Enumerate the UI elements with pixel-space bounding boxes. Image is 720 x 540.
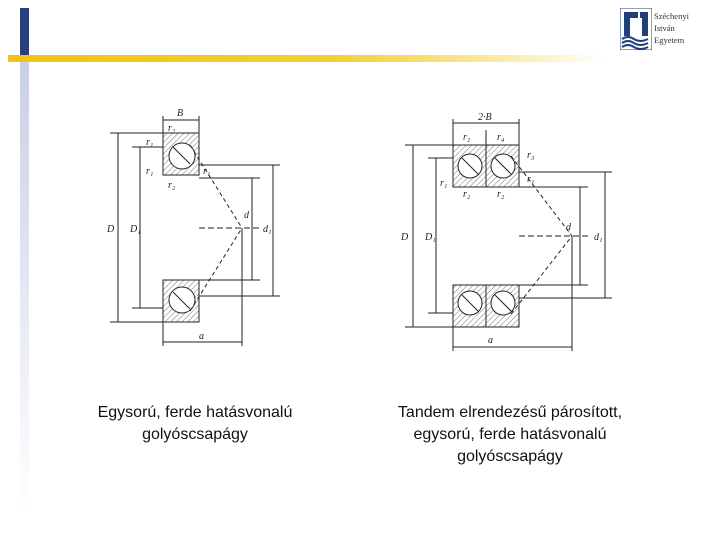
caption-right-line-3: golyóscsapágy [457, 448, 563, 465]
label-d1: d₁ [594, 232, 603, 243]
label-width-2B: 2·B [478, 112, 492, 123]
label-D: D [107, 224, 115, 235]
university-name-line-2: István [654, 23, 675, 33]
caption-left-line-2: golyóscsapágy [142, 426, 248, 443]
label-d1: d₁ [263, 224, 272, 235]
label-r1-top: r₁ [146, 137, 154, 148]
label-D: D [401, 232, 409, 243]
caption-tandem-bearing [360, 402, 660, 468]
label-D1: D₁ [425, 232, 436, 243]
university-name-line-1: Széchenyi [654, 11, 689, 21]
label-r1-mid: r₁ [146, 166, 154, 177]
label-r2-mid: r₂ [463, 189, 471, 200]
caption-right-line-1: Tandem elrendezésű párosított, [397, 404, 623, 421]
label-r1-left: r₁ [440, 178, 448, 189]
label-width-B: B [177, 108, 184, 119]
label-d: d [244, 210, 249, 221]
label-r2-mid: r₂ [168, 180, 176, 191]
tandem-bearing-diagram [405, 119, 612, 351]
label-r3: r₃ [527, 150, 535, 161]
label-a: a [199, 331, 204, 342]
label-a: a [488, 335, 493, 346]
label-r2-top: r₂ [463, 132, 471, 143]
university-name-line-3: Egyetem [654, 35, 685, 45]
caption-right-line-2: egysorú, ferde hatásvonalú [413, 426, 607, 443]
label-r2-right: r₂ [497, 189, 505, 200]
label-d: d [566, 222, 571, 233]
label-D1: D₁ [130, 224, 141, 235]
label-r1-right: r₁ [203, 166, 211, 177]
label-r4-top: r₄ [497, 132, 505, 143]
label-r2-top: r₂ [168, 123, 176, 134]
label-r1-right: r₁ [527, 174, 535, 185]
caption-left-line-1: Egysorú, ferde hatásvonalú [97, 404, 293, 421]
caption-single-row-bearing [70, 402, 320, 446]
